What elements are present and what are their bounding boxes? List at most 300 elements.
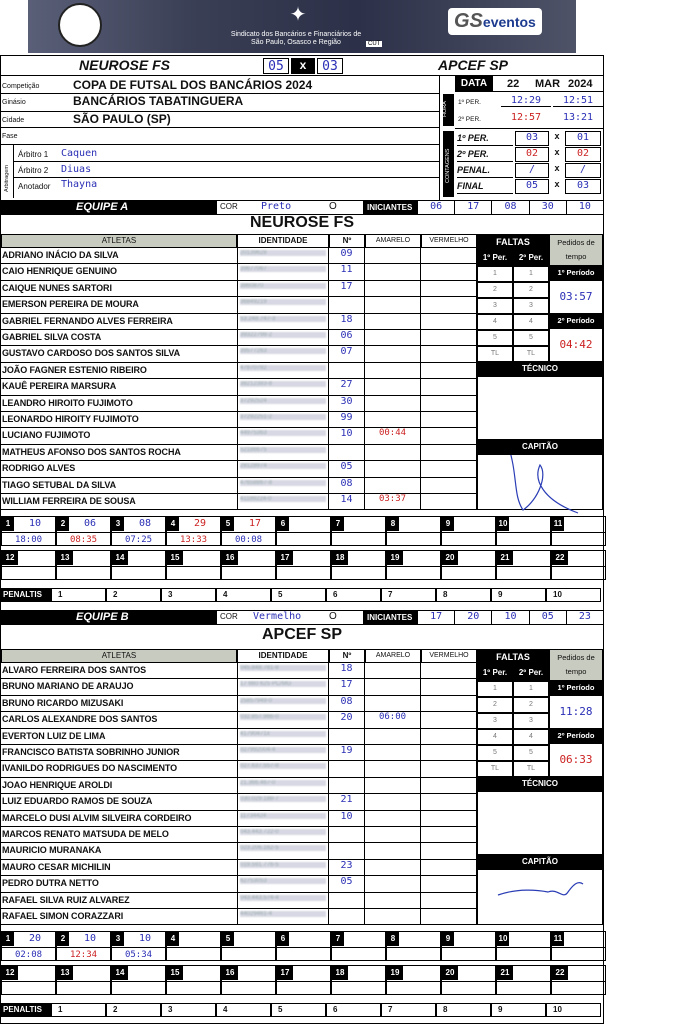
player-row — [1, 264, 477, 280]
penalty-cell: 7 — [381, 1003, 436, 1017]
player-red — [421, 379, 477, 395]
arbitro2-label: Árbitro 2 — [18, 166, 49, 175]
goal-index: 19 — [387, 966, 403, 980]
player-id-blurred: 043.443.722-0 — [240, 829, 326, 835]
player-id-cell — [237, 461, 329, 477]
penalty-cell: 6 — [326, 588, 381, 602]
player-id-blurred: 11734424 — [240, 813, 326, 819]
player-row — [1, 445, 477, 461]
player-id-cell — [237, 264, 329, 280]
penalty-cell: 4 — [216, 588, 271, 602]
player-red — [421, 663, 477, 679]
player-id-blurred: 045.848.781-8 — [240, 665, 326, 671]
foul-cell: 1 — [513, 266, 549, 282]
player-number: 06 — [329, 330, 365, 346]
player-row — [1, 761, 477, 777]
player-name: PEDRO DUTRA NETTO — [2, 878, 99, 889]
player-id-cell — [237, 843, 329, 859]
goal-cell — [276, 516, 331, 546]
player-red — [421, 827, 477, 843]
contagens-side — [443, 131, 454, 197]
player-id-blurred: 62753053 — [240, 878, 326, 884]
iniciante-number: 17 — [454, 201, 491, 214]
goal-index: 4 — [167, 932, 179, 946]
player-name: GABRIEL FERNANDO ALVES FERREIRA — [2, 315, 173, 326]
team-b-cor-label: COR — [220, 612, 238, 621]
col-atletas: ATLETAS — [1, 649, 237, 663]
col-pedidos: Pedidos de tempo — [549, 234, 603, 266]
score-b: 03 — [317, 58, 343, 74]
foul-cell: TL — [513, 346, 549, 362]
player-name: LEONARDO HIROITY FUJIMOTO — [2, 414, 139, 424]
player-yellow — [365, 761, 421, 777]
goal-index: 12 — [2, 966, 18, 980]
score-a: 05 — [263, 58, 289, 74]
player-red — [421, 330, 477, 346]
player-name: IVANILDO RODRIGUES DO NASCIMENTO — [2, 763, 177, 774]
player-number — [329, 909, 365, 925]
foul-cell: 3 — [513, 713, 549, 729]
team-a-cor-label: COR — [220, 202, 238, 211]
goal-cell-empty — [221, 965, 276, 995]
player-id-blurred: 41189224-0 — [240, 496, 326, 502]
anotador-label: Anotador — [18, 182, 51, 191]
col-pedidos: Pedidos de tempo — [549, 649, 603, 681]
player-name: MARCELO DUSI ALVIM SILVEIRA CORDEIRO — [2, 812, 192, 823]
foul-cell: 3 — [477, 298, 513, 314]
col-numero: Nº — [329, 649, 365, 663]
player-id-cell — [237, 281, 329, 297]
foul-cell: 1 — [513, 681, 549, 697]
anotador-value: Thayna — [61, 179, 98, 190]
goal-divider — [332, 981, 385, 982]
foul-cell: 2 — [477, 697, 513, 713]
goal-cell — [166, 516, 221, 546]
player-id-cell — [237, 794, 329, 810]
player-row — [1, 663, 477, 679]
goal-cell-empty — [1, 550, 56, 580]
goal-cell — [441, 516, 496, 546]
goal-index: 7 — [332, 517, 344, 531]
team-b-name: APCEF SP — [261, 626, 342, 643]
hora-p2-end: 13:21 — [562, 112, 594, 123]
foul-cell: 2 — [513, 282, 549, 298]
player-yellow — [365, 843, 421, 859]
player-number: 20 — [329, 712, 365, 728]
player-number: 10 — [329, 811, 365, 827]
player-row — [1, 811, 477, 827]
player-number: 07 — [329, 346, 365, 362]
player-id-cell — [237, 679, 329, 695]
player-row — [1, 729, 477, 745]
timeout-p2-label: 2º Período — [549, 314, 603, 328]
player-row — [1, 827, 477, 843]
goal-index: 5 — [222, 517, 234, 531]
goal-index: 6 — [277, 517, 289, 531]
player-id-cell — [237, 663, 329, 679]
header-banner — [28, 0, 576, 53]
hora-label: HORA — [441, 101, 448, 117]
team-a-bar-row — [1, 200, 603, 215]
player-id-blurred: 21.366.467-0 — [240, 780, 326, 786]
player-yellow — [365, 445, 421, 461]
player-red — [421, 264, 477, 280]
goal-index: 20 — [442, 966, 458, 980]
player-number — [329, 778, 365, 794]
col-atletas: ATLETAS — [1, 234, 237, 248]
player-id-blurred: 027992004-4 — [240, 747, 326, 753]
player-id-blurred: 37292524 — [240, 398, 326, 404]
goal-time — [387, 947, 440, 961]
goal-time — [332, 532, 385, 546]
player-row — [1, 876, 477, 892]
penalty-cell: 10 — [546, 588, 601, 602]
player-id-cell — [237, 827, 329, 843]
goal-player: 17 — [248, 518, 262, 530]
iniciante-number: 30 — [529, 201, 566, 214]
player-red — [421, 745, 477, 761]
goal-cell-empty — [221, 550, 276, 580]
penalty-cell: 8 — [436, 588, 491, 602]
goal-player — [346, 517, 384, 531]
player-red — [421, 794, 477, 810]
player-id-cell — [237, 778, 329, 794]
goal-cell-empty — [166, 550, 221, 580]
player-row — [1, 281, 477, 297]
player-yellow — [365, 827, 421, 843]
player-yellow — [365, 876, 421, 892]
goal-index: 16 — [222, 551, 238, 565]
ginasio-value: BANCÁRIOS TABATINGUERA — [73, 94, 244, 108]
team-a-bar-label: EQUIPE A — [76, 201, 129, 213]
player-yellow: 03:37 — [365, 494, 421, 510]
player-row — [1, 379, 477, 395]
player-red — [421, 679, 477, 695]
goal-cell — [331, 931, 386, 961]
goal-cell — [496, 931, 551, 961]
goal-cell — [331, 516, 386, 546]
goal-divider — [277, 566, 330, 567]
penalty-cell: 1 — [51, 588, 106, 602]
penalty-cell: 6 — [326, 1003, 381, 1017]
match-sheet — [0, 55, 604, 1024]
goal-player: 10 — [28, 518, 42, 530]
foul-cell: 4 — [477, 729, 513, 745]
player-red — [421, 843, 477, 859]
player-number: 17 — [329, 281, 365, 297]
player-number: 27 — [329, 379, 365, 395]
goal-time — [332, 947, 385, 961]
player-number: 11 — [329, 264, 365, 280]
player-red — [421, 778, 477, 794]
penalties-label: PENALTIS — [1, 588, 51, 602]
foul-cell: TL — [477, 761, 513, 777]
goal-cell-empty — [276, 965, 331, 995]
player-number — [329, 827, 365, 843]
player-number — [329, 729, 365, 745]
goal-player — [291, 517, 329, 531]
player-name: GUSTAVO CARDOSO DOS SANTOS SILVA — [2, 348, 180, 359]
player-row — [1, 396, 477, 412]
player-row — [1, 696, 477, 712]
goal-player — [291, 932, 329, 946]
player-id-cell — [237, 412, 329, 428]
player-name: EVERTON LUIZ DE LIMA — [2, 730, 106, 741]
player-row — [1, 461, 477, 477]
col-faltas: FALTAS — [477, 234, 549, 250]
player-id-cell — [237, 494, 329, 510]
player-name: MATHEUS AFONSO DOS SANTOS ROCHA — [2, 446, 181, 457]
player-red — [421, 346, 477, 362]
penalty-cell: 5 — [271, 1003, 326, 1017]
goal-index: 1 — [2, 517, 14, 531]
goal-cell-empty — [386, 965, 441, 995]
player-number — [329, 445, 365, 461]
capitao-signature — [477, 869, 603, 925]
player-id-cell — [237, 297, 329, 313]
goal-cell — [1, 516, 56, 546]
foul-cell: 2 — [477, 282, 513, 298]
player-yellow — [365, 778, 421, 794]
hora-p1-start: 12:29 — [501, 95, 551, 107]
player-name: RAFAEL SIMON CORAZZARI — [2, 911, 124, 921]
player-number — [329, 297, 365, 313]
player-name: GABRIEL SILVA COSTA — [2, 332, 102, 342]
player-row — [1, 314, 477, 330]
player-id-blurred: 53.248.747-3 — [240, 316, 326, 322]
goal-time — [442, 947, 495, 961]
goal-index: 3 — [112, 932, 124, 946]
goal-index: 21 — [497, 551, 513, 565]
goal-time: 08:35 — [57, 532, 110, 546]
player-yellow — [365, 264, 421, 280]
player-yellow — [365, 679, 421, 695]
foul-cell: 5 — [513, 330, 549, 346]
player-red — [421, 761, 477, 777]
player-red — [421, 712, 477, 728]
player-number: 05 — [329, 461, 365, 477]
player-id-blurred: 39677067 — [240, 266, 326, 272]
hora-side — [443, 94, 454, 126]
goal-divider — [277, 981, 330, 982]
goal-player: 29 — [193, 518, 207, 530]
goal-cell-empty — [56, 550, 111, 580]
team-b-title: APCEF SP — [438, 57, 509, 73]
score-row-label: FINAL — [457, 179, 513, 194]
gs-logo — [448, 8, 542, 35]
goal-time: 00:08 — [222, 532, 275, 546]
goal-index: 15 — [167, 551, 183, 565]
penalty-cell: 9 — [491, 1003, 546, 1017]
player-row — [1, 363, 477, 379]
player-name: ALVARO FERREIRA DOS SANTOS — [2, 665, 147, 675]
foul-cell: 4 — [513, 314, 549, 330]
goal-cell-empty — [496, 965, 551, 995]
player-yellow — [365, 297, 421, 313]
player-row — [1, 330, 477, 346]
player-name: TIAGO SETUBAL DA SILVA — [2, 479, 116, 490]
competicao-value: COPA DE FUTSAL DOS BANCÁRIOS 2024 — [73, 78, 313, 92]
goal-player: 10 — [83, 933, 97, 945]
hora-p2-label: 2º PER. — [458, 116, 481, 123]
player-number: 18 — [329, 663, 365, 679]
goal-divider — [552, 566, 605, 567]
goal-cell — [166, 931, 221, 961]
gs-eventos: eventos — [482, 14, 536, 30]
arbitragem-label: Arbitragem — [4, 165, 10, 192]
goal-cell-empty — [166, 965, 221, 995]
col-faltas-p1: 1º Per. — [477, 250, 513, 266]
player-yellow: 06:00 — [365, 712, 421, 728]
tecnico-label: TÉCNICO — [477, 777, 603, 791]
col-vermelho: VERMELHO — [421, 649, 477, 663]
goal-cell-empty — [56, 965, 111, 995]
player-number: 09 — [329, 248, 365, 264]
iniciante-number: 17 — [417, 611, 454, 624]
goal-player — [566, 517, 604, 531]
player-red — [421, 297, 477, 313]
iniciante-number: 10 — [566, 201, 603, 214]
player-id-blurred: 3860870 — [240, 283, 326, 289]
score-row-label: PENAL. — [457, 163, 513, 178]
goal-index: 18 — [332, 966, 348, 980]
penalty-cell: 2 — [106, 588, 161, 602]
penalty-cell: 1 — [51, 1003, 106, 1017]
foul-cell: 4 — [477, 314, 513, 330]
player-id-cell — [237, 745, 329, 761]
player-id-cell — [237, 478, 329, 494]
contagens-label: CONTAGENS — [445, 148, 451, 183]
player-name: KAUÊ PEREIRA MARSURA — [2, 381, 117, 392]
goal-index: 14 — [112, 966, 128, 980]
union-name: Sindicato dos Bancários e Financiários de São Paulo, Osasco e Região — [230, 31, 362, 46]
col-faltas-p2: 2º Per. — [513, 250, 549, 266]
player-name: FRANCISCO BATISTA SOBRINHO JUNIOR — [2, 747, 180, 757]
player-number: 14 — [329, 494, 365, 510]
score-row-b: 02 — [565, 147, 601, 162]
goal-index: 10 — [497, 932, 509, 946]
player-id-blurred: 030.029.188-7 — [240, 796, 326, 802]
player-row — [1, 794, 477, 810]
timeout-p2-value: 04:42 — [549, 328, 603, 362]
player-name: BRUNO RICARDO MIZUSAKI — [2, 697, 124, 708]
iniciante-number: 05 — [529, 611, 566, 624]
capitao-signature — [477, 454, 603, 510]
goal-player — [566, 932, 604, 946]
player-id-blurred: 25857949-0 — [240, 698, 326, 704]
goal-index: 22 — [552, 966, 568, 980]
player-id-blurred: 39577263 — [240, 348, 326, 354]
goal-cell-empty — [276, 550, 331, 580]
arbitro1-label: Árbitro 1 — [18, 150, 49, 159]
foul-cell: 3 — [477, 713, 513, 729]
player-id-cell — [237, 363, 329, 379]
player-name: RODRIGO ALVES — [2, 463, 76, 474]
player-number: 08 — [329, 478, 365, 494]
foul-cell: 5 — [477, 330, 513, 346]
goal-cell — [56, 516, 111, 546]
score-row-b: / — [565, 163, 601, 178]
player-row — [1, 346, 477, 362]
goal-player — [511, 932, 549, 946]
goal-cell-empty — [331, 965, 386, 995]
player-red — [421, 363, 477, 379]
player-row — [1, 712, 477, 728]
timeout-p1-value: 11:28 — [549, 695, 603, 729]
penalty-cell: 2 — [106, 1003, 161, 1017]
goal-player: 06 — [83, 518, 97, 530]
goal-divider — [332, 566, 385, 567]
penalty-cell: 7 — [381, 588, 436, 602]
arbitro1-value: Caquen — [61, 148, 98, 159]
timeout-p1-label: 1º Período — [549, 266, 603, 280]
player-row — [1, 494, 477, 510]
player-id-blurred: 20139628 — [240, 250, 326, 256]
goal-index: 13 — [57, 966, 73, 980]
goal-divider — [2, 566, 55, 567]
goal-divider — [57, 566, 110, 567]
player-id-cell — [237, 248, 329, 264]
player-yellow — [365, 314, 421, 330]
goal-index: 11 — [552, 517, 564, 531]
player-id-blurred: 44975363 — [240, 430, 326, 436]
score-row-label: 1º PER. — [457, 131, 513, 146]
player-yellow — [365, 478, 421, 494]
player-number: 08 — [329, 696, 365, 712]
tecnico-box — [477, 791, 603, 855]
arbitro2-value: Diuas — [61, 164, 92, 175]
player-red — [421, 248, 477, 264]
goal-cell-empty — [1, 965, 56, 995]
union-logo — [58, 3, 102, 47]
goal-time — [552, 532, 605, 546]
team-b-cor-mark: O — [329, 611, 337, 622]
player-yellow — [365, 663, 421, 679]
player-yellow — [365, 909, 421, 925]
player-number: 99 — [329, 412, 365, 428]
player-row — [1, 412, 477, 428]
player-red — [421, 811, 477, 827]
goal-cell — [221, 516, 276, 546]
goal-divider — [2, 981, 55, 982]
iniciante-number: 10 — [491, 611, 528, 624]
goal-index: 17 — [277, 551, 293, 565]
foul-cell: 3 — [513, 298, 549, 314]
goal-index: 18 — [332, 551, 348, 565]
foul-cell: 4 — [513, 729, 549, 745]
player-number: 18 — [329, 314, 365, 330]
player-id-blurred: 17 660 625 PC/MG — [240, 681, 326, 687]
penalties-label: PENALTIS — [1, 1003, 51, 1017]
player-yellow — [365, 281, 421, 297]
goal-divider — [167, 981, 220, 982]
player-red — [421, 696, 477, 712]
player-row — [1, 843, 477, 859]
player-id-blurred: 37292251-2 — [240, 414, 326, 420]
goal-time: 07:25 — [112, 532, 165, 546]
goal-divider — [442, 981, 495, 982]
goal-cell-empty — [111, 550, 166, 580]
player-name: ADRIANO INÁCIO DA SILVA — [2, 250, 119, 260]
foul-cell: 2 — [513, 697, 549, 713]
capitao-label: CAPITÃO — [477, 440, 603, 454]
goal-time — [167, 947, 220, 961]
cidade-value: SÃO PAULO (SP) — [73, 112, 171, 126]
player-id-cell — [237, 445, 329, 461]
score-row-x: x — [554, 179, 560, 189]
goal-index: 6 — [277, 932, 289, 946]
goal-index: 2 — [57, 932, 69, 946]
